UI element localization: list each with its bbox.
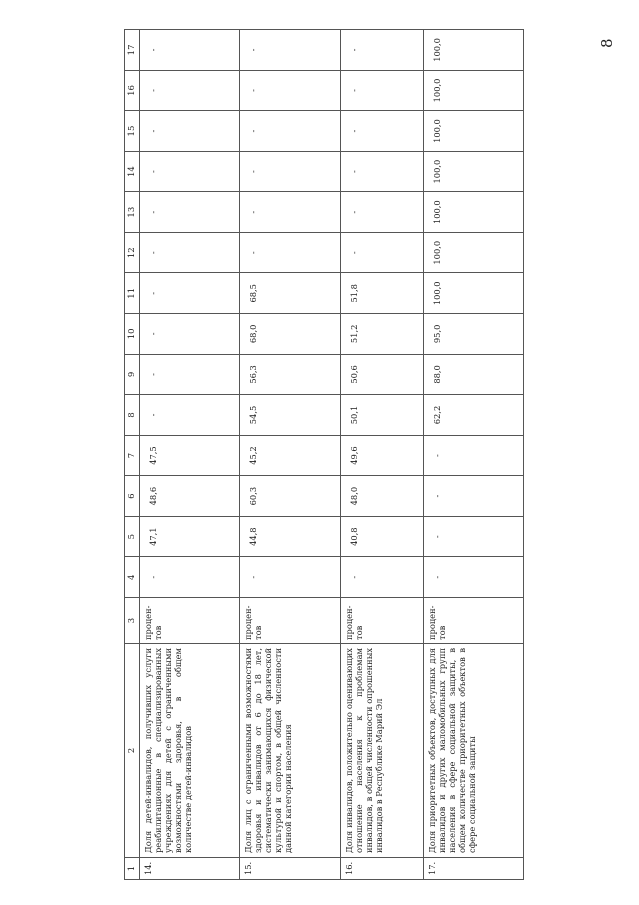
- column-header: 17: [125, 30, 140, 71]
- value-cell: 100,0: [423, 111, 523, 152]
- row-number: 15.: [240, 858, 340, 880]
- column-header: 16: [125, 70, 140, 111]
- value-cell: 62,2: [423, 395, 523, 436]
- value-cell: 100,0: [423, 192, 523, 233]
- header-row: [125, 30, 140, 880]
- value-cell: -: [140, 111, 240, 152]
- indicator-name: Доля детей-инвалидов, получивших услуги реабилитационные в специализированных учреждениях для детей с ограниченными возможностями здоровья, в общем количестве детей-инвалидов: [140, 644, 240, 858]
- value-cell: 51,2: [340, 314, 423, 355]
- value-cell: 50,1: [340, 395, 423, 436]
- value-cell: -: [340, 30, 423, 71]
- value-cell: -: [240, 30, 340, 71]
- indicator-name: Доля лиц с ограниченными возможностями здоровья и инвалидов от 6 до 18 лет, систематически занимающихся физической культурой и спортом, в общей численности данной категории населения: [240, 644, 340, 858]
- value-cell: 54,5: [240, 395, 340, 436]
- value-cell: 56,3: [240, 354, 340, 395]
- value-cell: 45,2: [240, 435, 340, 476]
- column-header: 8: [125, 395, 140, 436]
- value-cell: 44,8: [240, 516, 340, 557]
- value-cell: -: [140, 70, 240, 111]
- value-cell: -: [140, 395, 240, 436]
- value-cell: 68,0: [240, 314, 340, 355]
- value-cell: 47,5: [140, 435, 240, 476]
- unit-cell: процен-тов: [240, 598, 340, 644]
- value-cell: 48,0: [340, 476, 423, 517]
- value-cell: 49,6: [340, 435, 423, 476]
- value-cell: -: [140, 273, 240, 314]
- value-cell: 100,0: [423, 151, 523, 192]
- value-cell: -: [240, 192, 340, 233]
- value-cell: -: [140, 354, 240, 395]
- table-row: [140, 30, 240, 880]
- unit-cell: процен-тов: [140, 598, 240, 644]
- value-cell: 88,0: [423, 354, 523, 395]
- column-header: 13: [125, 192, 140, 233]
- value-cell: -: [140, 314, 240, 355]
- value-cell: 60,3: [240, 476, 340, 517]
- column-header: 3: [125, 598, 140, 644]
- indicator-name: Доля приоритетных объектов, доступных для инвалидов и других маломобильных групп населения в сфере социальной защиты, в общем количестве приоритетных объектов в сфере социальной защиты: [423, 644, 523, 858]
- value-cell: -: [140, 30, 240, 71]
- column-header: 9: [125, 354, 140, 395]
- value-cell: -: [340, 232, 423, 273]
- value-cell: -: [423, 435, 523, 476]
- value-cell: -: [240, 151, 340, 192]
- value-cell: 51,8: [340, 273, 423, 314]
- value-cell: -: [423, 516, 523, 557]
- value-cell: -: [340, 151, 423, 192]
- value-cell: 100,0: [423, 70, 523, 111]
- value-cell: 100,0: [423, 30, 523, 71]
- value-cell: -: [340, 557, 423, 598]
- page-number: 8: [598, 38, 616, 48]
- column-header: 15: [125, 111, 140, 152]
- row-number: 14.: [140, 858, 240, 880]
- value-cell: -: [140, 151, 240, 192]
- column-header: 2: [125, 644, 140, 858]
- value-cell: 48,6: [140, 476, 240, 517]
- value-cell: -: [340, 70, 423, 111]
- value-cell: 95,0: [423, 314, 523, 355]
- unit-cell: процен-тов: [423, 598, 523, 644]
- table-row: [423, 30, 523, 880]
- value-cell: -: [340, 111, 423, 152]
- indicators-table-sheet: [124, 30, 524, 880]
- indicators-table: [124, 29, 524, 880]
- value-cell: -: [140, 557, 240, 598]
- column-header: 14: [125, 151, 140, 192]
- row-number: 16.: [340, 858, 423, 880]
- table-row: [340, 30, 423, 880]
- value-cell: -: [423, 476, 523, 517]
- unit-cell: процен-тов: [340, 598, 423, 644]
- value-cell: -: [340, 192, 423, 233]
- value-cell: -: [140, 192, 240, 233]
- value-cell: 47,1: [140, 516, 240, 557]
- value-cell: -: [240, 557, 340, 598]
- value-cell: 100,0: [423, 232, 523, 273]
- column-header: 7: [125, 435, 140, 476]
- value-cell: 50,6: [340, 354, 423, 395]
- column-header: 4: [125, 557, 140, 598]
- value-cell: -: [240, 111, 340, 152]
- column-header: 6: [125, 476, 140, 517]
- table-row: [240, 30, 340, 880]
- value-cell: -: [423, 557, 523, 598]
- value-cell: -: [140, 232, 240, 273]
- value-cell: 100,0: [423, 273, 523, 314]
- column-header: 1: [125, 858, 140, 880]
- row-number: 17.: [423, 858, 523, 880]
- column-header: 5: [125, 516, 140, 557]
- column-header: 10: [125, 314, 140, 355]
- value-cell: 68,5: [240, 273, 340, 314]
- value-cell: 40,8: [340, 516, 423, 557]
- indicator-name: Доля инвалидов, положительно оценивающих отношение населения к проблемам инвалидов, в общей численности опрошенных инвалидов в Республике Марий Эл: [340, 644, 423, 858]
- value-cell: -: [240, 232, 340, 273]
- column-header: 11: [125, 273, 140, 314]
- column-header: 12: [125, 232, 140, 273]
- value-cell: -: [240, 70, 340, 111]
